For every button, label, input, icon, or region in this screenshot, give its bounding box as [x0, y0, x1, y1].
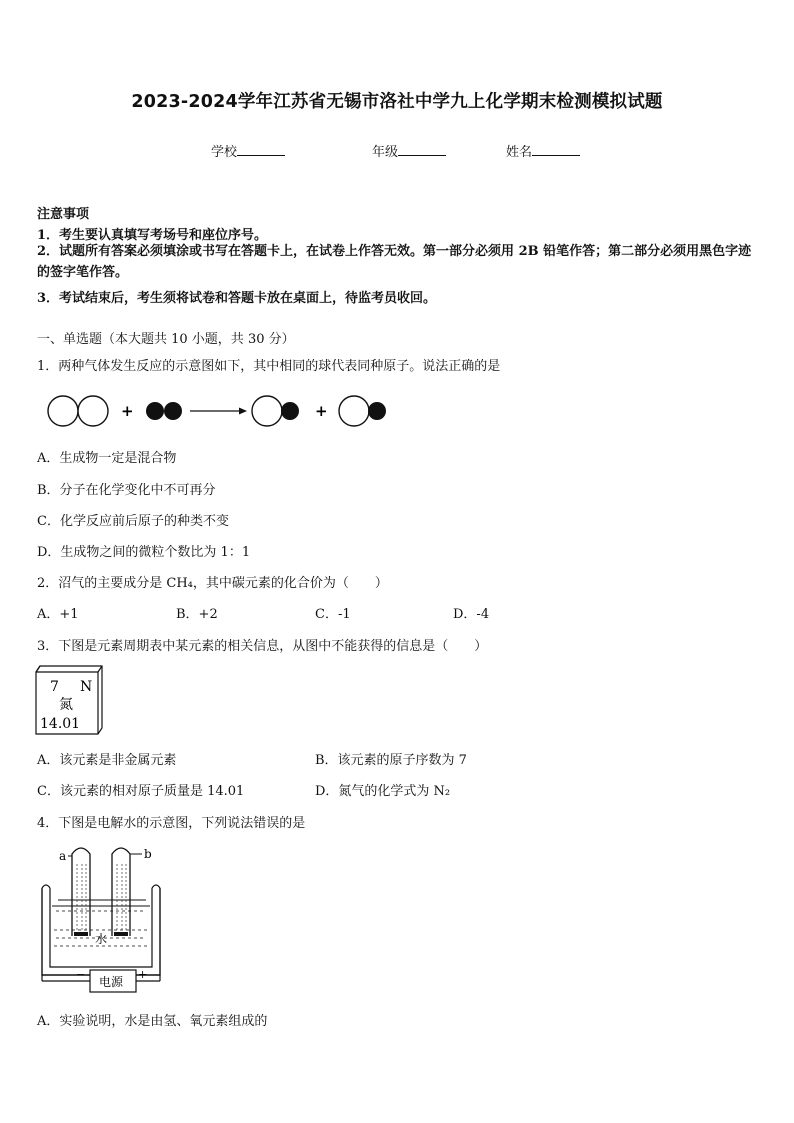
- note-item-2: 2．试题所有答案必须填涂或书写在答题卡上，在试卷上作答无效。第一部分必须用 2B 铅笔作答；第二部分必须用黑色字迹的签字笔作答。: [37, 244, 752, 280]
- q3-option-b: B．该元素的原子序数为 7: [315, 753, 467, 768]
- reaction-diagram: [44, 392, 404, 432]
- section-heading: 一、单选题（本大题共 10 小题，共 30 分）: [37, 332, 295, 347]
- plus-sign: +: [121, 402, 134, 420]
- q1-stem: 1．两种气体发生反应的示意图如下，其中相同的球代表同种原子。说法正确的是: [37, 359, 501, 374]
- label-b: b: [144, 847, 152, 861]
- q2-option-b: B．+2: [176, 607, 218, 622]
- element-card: [34, 664, 106, 738]
- grade-blank: [398, 143, 446, 156]
- white-atom: [48, 396, 78, 426]
- plus-terminal: +: [138, 968, 148, 981]
- atomic-mass: 14.01: [40, 716, 81, 732]
- q3-option-a: A．该元素是非金属元素: [37, 753, 177, 768]
- white-atom: [252, 396, 282, 426]
- grade-label: 年级: [372, 145, 399, 160]
- plus-sign: +: [315, 402, 328, 420]
- q2-option-a: A．+1: [37, 607, 79, 622]
- arrow-head: [239, 408, 247, 415]
- element-symbol: N: [80, 679, 93, 695]
- atomic-number: 7: [50, 679, 59, 695]
- element-name: 氮: [59, 697, 73, 713]
- electrode-left: [74, 932, 88, 936]
- q2-option-c: C．-1: [315, 607, 351, 622]
- q2-stem: 2．沼气的主要成分是 CH₄，其中碳元素的化合价为（ ）: [37, 576, 388, 591]
- note-item-1: 1．考生要认真填写考场号和座位序号。: [37, 228, 268, 243]
- notes-heading: 注意事项: [37, 207, 90, 222]
- name-field: [506, 141, 580, 160]
- note-item-3: 3．考试结束后，考生须将试卷和答题卡放在桌面上，待监考员收回。: [37, 291, 437, 306]
- q3-option-c: C．该元素的相对原子质量是 14.01: [37, 784, 245, 799]
- electrode-right: [114, 932, 128, 936]
- q4-stem: 4．下图是电解水的示意图，下列说法错误的是: [37, 816, 306, 831]
- q4-option-a: A．实验说明，水是由氢、氧元素组成的: [37, 1014, 268, 1029]
- water-label: 水: [95, 932, 108, 946]
- name-label: 姓名: [506, 145, 533, 160]
- black-atom: [281, 402, 299, 420]
- white-atom: [339, 396, 369, 426]
- grade-field: [372, 141, 446, 160]
- tube-b: [112, 848, 130, 936]
- school-label: 学校: [211, 145, 238, 160]
- school-blank: [237, 143, 285, 156]
- q1-option-a: A．生成物一定是混合物: [37, 451, 177, 466]
- tube-a: [72, 848, 90, 936]
- black-atom: [146, 402, 164, 420]
- q1-option-c: C．化学反应前后原子的种类不变: [37, 514, 229, 529]
- electrolysis-diagram: [34, 838, 174, 998]
- white-atom: [78, 396, 108, 426]
- q1-option-b: B．分子在化学变化中不可再分: [37, 483, 216, 498]
- black-atom: [164, 402, 182, 420]
- q3-stem: 3．下图是元素周期表中某元素的相关信息，从图中不能获得的信息是（ ）: [37, 639, 488, 654]
- label-a: a: [59, 849, 67, 863]
- page-title: 2023-2024学年江苏省无锡市洛社中学九上化学期末检测模拟试题: [131, 92, 663, 112]
- school-field: [211, 141, 285, 160]
- name-blank: [532, 143, 580, 156]
- q2-option-d: D．-4: [453, 607, 490, 622]
- black-atom: [368, 402, 386, 420]
- q1-option-d: D．生成物之间的微粒个数比为 1：1: [37, 545, 251, 560]
- q3-option-d: D．氮气的化学式为 N₂: [315, 784, 451, 799]
- minus-terminal: −: [76, 968, 86, 981]
- power-label: 电源: [99, 975, 124, 989]
